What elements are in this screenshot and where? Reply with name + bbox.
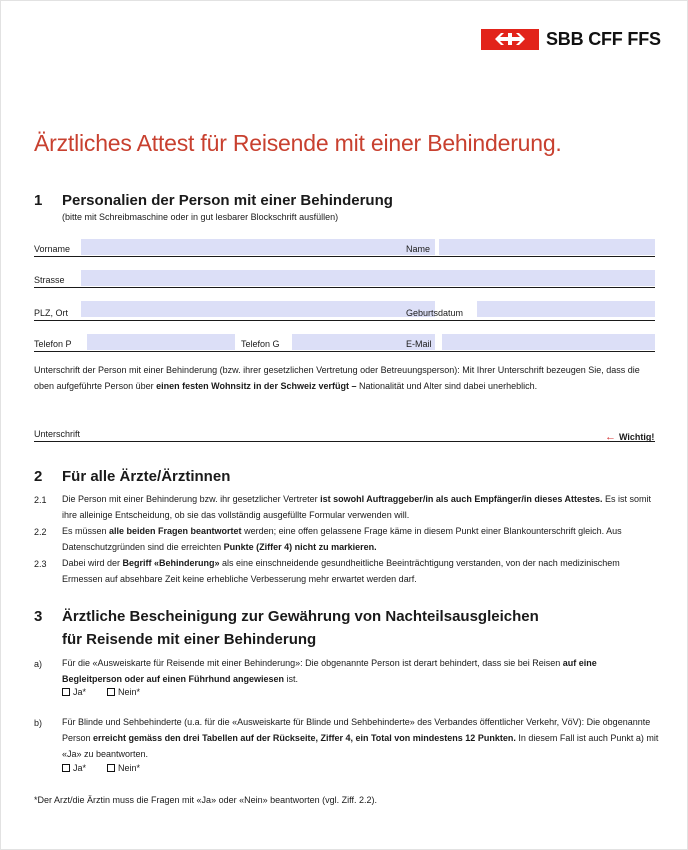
email-input[interactable]	[442, 334, 655, 350]
section-1-title: Personalien der Person mit einer Behinderung	[62, 192, 393, 209]
signature-input[interactable]	[94, 424, 594, 440]
strasse-input[interactable]	[81, 270, 655, 286]
item-2-1-number: 2.1	[34, 495, 47, 505]
item-b-no-checkbox[interactable]	[107, 764, 115, 772]
telefon-g-label: Telefon G	[241, 339, 280, 349]
item-a-options	[62, 687, 140, 697]
name-input[interactable]	[439, 239, 655, 255]
email-label: E-Mail	[406, 339, 432, 349]
section-2-number: 2	[34, 468, 43, 485]
form-row-street	[34, 270, 655, 288]
section-3-title-line-1: Ärztliche Bescheinigung zur Gewährung von Nachteilsausgleichen	[62, 608, 539, 625]
form-row-signature	[34, 424, 655, 442]
page-title: Ärztliches Attest für Reisende mit einer Behinderung.	[34, 130, 562, 156]
form-row-city	[34, 301, 655, 321]
signature-declaration: Unterschrift der Person mit einer Behinderung (bzw. ihrer gesetzlichen Vertretung oder Betreuungsperson): Mit Ihrer Unterschrift bezeugen Sie, dass die oben aufgeführte Person über einen festen Wohnsitz in der Schweiz verfügt – Nationalität und Alter sind dabei unerheblich.	[34, 365, 640, 391]
sbb-logo	[481, 28, 661, 50]
item-a-yes-checkbox[interactable]	[62, 688, 70, 696]
form-row-phone	[34, 334, 655, 352]
item-a-number: a)	[34, 659, 43, 669]
item-b-text: Für Blinde und Sehbehinderte (u.a. für die «Ausweiskarte für Blinde und Sehbehinderte» des Verbandes öffentlicher Verkehr, VöV): Die obgenannte Person erreicht gemäss den drei Tabellen auf der Rückseite, Ziffer 4, ein Total von mindestens 12 Punkten. In diesem Fall ist auch Punkt a) mit «Ja» zu beantworten.	[62, 717, 659, 759]
item-b-options	[62, 763, 140, 773]
important-note: ← Wichtig!	[605, 431, 655, 443]
plz-ort-input[interactable]	[81, 301, 435, 317]
geburtsdatum-input[interactable]	[477, 301, 655, 317]
item-2-3-number: 2.3	[34, 559, 47, 569]
item-b-number: b)	[34, 718, 43, 728]
section-3-number: 3	[34, 608, 43, 625]
section-3-title-line-2: für Reisende mit einer Behinderung	[62, 631, 317, 648]
item-2-3-text: Dabei wird der Begriff «Behinderung» als eine einschneidende gesundheitliche Beeinträchtigung verstanden, von der nach medizinischem Ermessen auf absehbare Zeit keine erhebliche Verbesserung mehr erwartet werden darf.	[62, 558, 620, 584]
item-a-yes-label: Ja*	[73, 687, 87, 697]
plz-ort-label: PLZ, Ort	[34, 308, 69, 318]
telefon-p-label: Telefon P	[34, 339, 72, 349]
item-b-yes-checkbox[interactable]	[62, 764, 70, 772]
vorname-label: Vorname	[34, 244, 71, 254]
footnote: *Der Arzt/die Ärztin muss die Fragen mit «Ja» oder «Nein» beantworten (vgl. Ziff. 2.2).	[34, 795, 377, 805]
signature-label: Unterschrift	[34, 429, 81, 439]
section-2-title: Für alle Ärzte/Ärztinnen	[62, 468, 231, 485]
left-arrow-icon: ←	[605, 431, 616, 443]
geburtsdatum-label: Geburtsdatum	[406, 308, 464, 318]
name-label: Name	[406, 244, 431, 254]
item-b-no-label: Nein*	[118, 763, 141, 773]
item-a-text: Für die «Ausweiskarte für Reisende mit einer Behinderung»: Die obgenannte Person ist derart behindert, dass sie bei Reisen auf eine Begleitperson oder auf einen Führhund angewiesen ist.	[62, 658, 597, 684]
logo-text: SBB CFF FFS	[546, 28, 661, 49]
item-b-yes-label: Ja*	[73, 763, 87, 773]
telefon-p-input[interactable]	[87, 334, 235, 350]
form-row-name	[34, 239, 655, 257]
item-a-no-label: Nein*	[118, 687, 141, 697]
vorname-input[interactable]	[81, 239, 435, 255]
item-2-2-text: Es müssen alle beiden Fragen beantwortet werden; eine offen gelassene Frage käme in diesem Punkt einer Blankounterschrift gleich. Aus Datenschutzgründen sind die erreichten Punkte (Ziffer 4) nicht zu markieren.	[62, 526, 622, 552]
item-a-no-checkbox[interactable]	[107, 688, 115, 696]
strasse-label: Strasse	[34, 275, 65, 285]
item-2-1-text: Die Person mit einer Behinderung bzw. ihr gesetzlicher Vertreter ist sowohl Auftraggeber/in als auch Empfänger/in dieses Attestes. Es ist somit ihre alleinige Entscheidung, ob sie das vollständig ausgefüllte Formular verwenden will.	[62, 494, 652, 520]
swiss-railways-arrow-icon	[481, 29, 539, 50]
section-1-number: 1	[34, 192, 43, 209]
item-2-2-number: 2.2	[34, 527, 47, 537]
section-1-subtitle: (bitte mit Schreibmaschine oder in gut lesbarer Blockschrift ausfüllen)	[62, 212, 339, 222]
